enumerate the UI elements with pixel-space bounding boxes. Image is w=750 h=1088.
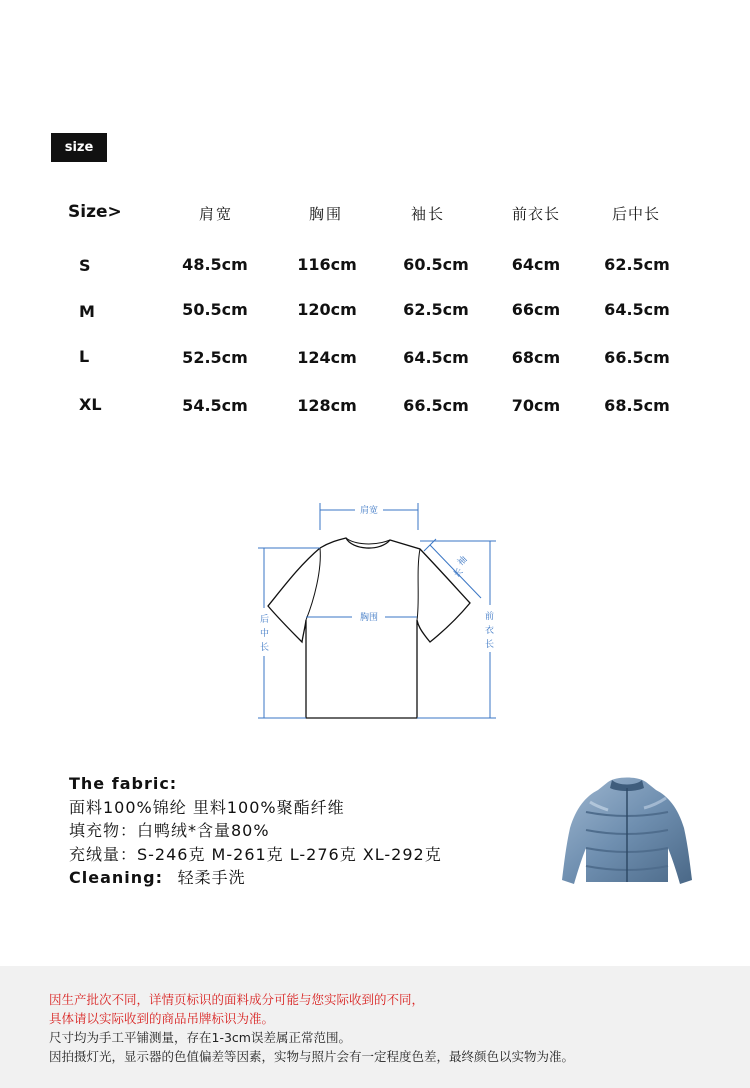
footer-notes — [49, 990, 574, 1066]
fabric-material: 面料100%锦纶 里料100%聚酯纤维 — [69, 797, 345, 817]
measurement-diagram — [248, 498, 500, 724]
table-cell: 62.5cm — [604, 255, 670, 274]
table-cell: 116cm — [297, 255, 357, 274]
table-cell: 66.5cm — [403, 396, 469, 415]
fabric-cleaning — [69, 866, 442, 890]
table-cell: 50.5cm — [182, 300, 248, 319]
table-cell: 128cm — [297, 396, 357, 415]
back-length-label-2: 中 — [260, 629, 270, 639]
notice-color: 因拍摄灯光，显示器的色值偏差等因素，实物与照片会有一定程度色差，最终颜色以实物为准。 — [49, 1049, 575, 1064]
table-cell: 64.5cm — [403, 348, 469, 367]
table-cell: 48.5cm — [182, 255, 248, 274]
front-length-label-2: 衣 — [485, 626, 495, 636]
sleeve-label-2: 长 — [452, 566, 466, 581]
sleeve-label-1: 袖 — [456, 554, 470, 569]
size-tag: size — [51, 133, 107, 162]
back-length-label-3: 长 — [260, 643, 270, 653]
table-row-size: S — [79, 256, 91, 275]
fabric-info — [69, 772, 442, 890]
notice-red-1: 因生产批次不同，详情页标识的面料成分可能与您实际收到的不同， — [49, 992, 425, 1007]
table-header-size: Size> — [68, 202, 122, 222]
fabric-filling: 填充物：白鸭绒*含量80% — [69, 821, 270, 840]
fabric-heading: The fabric: — [69, 774, 178, 793]
notice-red-2: 具体请以实际收到的商品吊牌标识为准。 — [49, 1011, 275, 1026]
jacket-product-image — [556, 772, 698, 888]
table-header-shoulder: 肩宽 — [198, 205, 234, 223]
shoulder-label: 肩宽 — [359, 506, 379, 516]
table-cell: 68cm — [511, 348, 561, 367]
front-length-label-3: 长 — [485, 640, 495, 650]
table-cell: 52.5cm — [182, 348, 248, 367]
table-row-size: L — [79, 347, 90, 366]
table-cell: 60.5cm — [403, 255, 469, 274]
table-header-sleeve: 袖长 — [410, 205, 446, 223]
front-length-label-1: 前 — [485, 612, 495, 622]
notice-measurement: 尺寸均为手工平铺测量，存在1-3cm误差属正常范围。 — [49, 1030, 351, 1045]
table-cell: 66.5cm — [604, 348, 670, 367]
back-length-label-1: 后 — [260, 615, 270, 625]
table-row-size: M — [79, 302, 95, 321]
cleaning-value: 轻柔手洗 — [177, 868, 246, 887]
chest-label: 胸围 — [359, 613, 379, 623]
table-header-front-length: 前衣长 — [511, 205, 561, 223]
table-cell: 70cm — [511, 396, 561, 415]
cleaning-label: Cleaning: — [69, 868, 163, 887]
table-cell: 120cm — [297, 300, 357, 319]
table-cell: 66cm — [511, 300, 561, 319]
table-cell: 62.5cm — [403, 300, 469, 319]
table-header-back-length: 后中长 — [611, 205, 661, 223]
table-cell: 64.5cm — [604, 300, 670, 319]
table-header-chest: 胸围 — [308, 205, 344, 223]
table-cell: 124cm — [297, 348, 357, 367]
table-cell: 54.5cm — [182, 396, 248, 415]
table-cell: 68.5cm — [604, 396, 670, 415]
table-cell: 64cm — [511, 255, 561, 274]
table-row-size: XL — [79, 395, 102, 414]
fabric-fill-weight: 充绒量：S-246克 M-261克 L-276克 XL-292克 — [69, 844, 442, 864]
tshirt-outline — [268, 538, 470, 718]
